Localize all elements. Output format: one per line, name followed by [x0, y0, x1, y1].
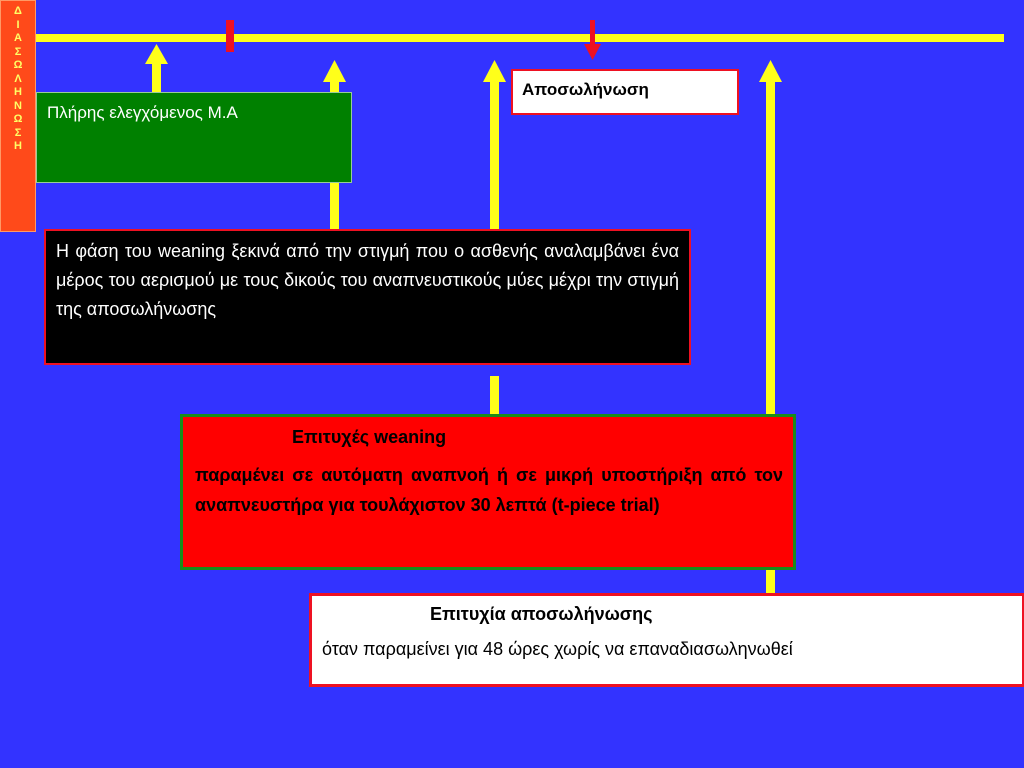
weaning-phase-box: [44, 229, 691, 365]
full-control-box: [36, 92, 352, 183]
tag-letter: Ν: [14, 99, 22, 112]
extubation-label: Αποσωλήνωση: [522, 80, 649, 99]
side-vertical-label: [0, 0, 36, 232]
weaning-success-box: [180, 414, 796, 570]
tag-letter: Ω: [13, 59, 23, 71]
extubation-success-title: Επιτυχία αποσωλήνωσης: [430, 604, 653, 624]
tag-letter: Α: [14, 32, 22, 44]
up-arrow-icon: [145, 44, 168, 92]
tag-letter: Ω: [13, 113, 23, 125]
tag-letter: Δ: [14, 5, 22, 17]
tag-letter: Σ: [14, 45, 22, 58]
timeline-bar: [36, 34, 1004, 42]
tag-letter: Λ: [14, 72, 22, 85]
tag-letter: Η: [14, 140, 22, 152]
tag-letter: Η: [14, 86, 22, 98]
extubation-success-box: [309, 593, 1024, 687]
extubation-success-text: όταν παραμείνει για 48 ώρες χωρίς να επαναδιασωληνωθεί: [322, 639, 793, 659]
weaning-phase-text: Η φάση του weaning ξεκινά από την στιγμή που ο ασθενής αναλαμβάνει ένα μέρος του αερισμού με τους δικούς του αναπνευστικούς μύες μέχρι την στιγμή της αποσωλήνωσης: [56, 241, 679, 319]
weaning-success-title: Επιτυχές weaning: [292, 427, 447, 447]
tag-letter: Σ: [14, 126, 22, 139]
weaning-success-text: παραμένει σε αυτόματη αναπνοή ή σε μικρή υποστήριξη από τον αναπνευστήρα για τουλάχιστον 30 λεπτά (t-piece trial): [195, 465, 783, 515]
tag-letter: Ι: [16, 18, 20, 31]
full-control-label: Πλήρης ελεγχόμενος Μ.Α: [47, 103, 238, 122]
extubation-box: [511, 69, 739, 115]
